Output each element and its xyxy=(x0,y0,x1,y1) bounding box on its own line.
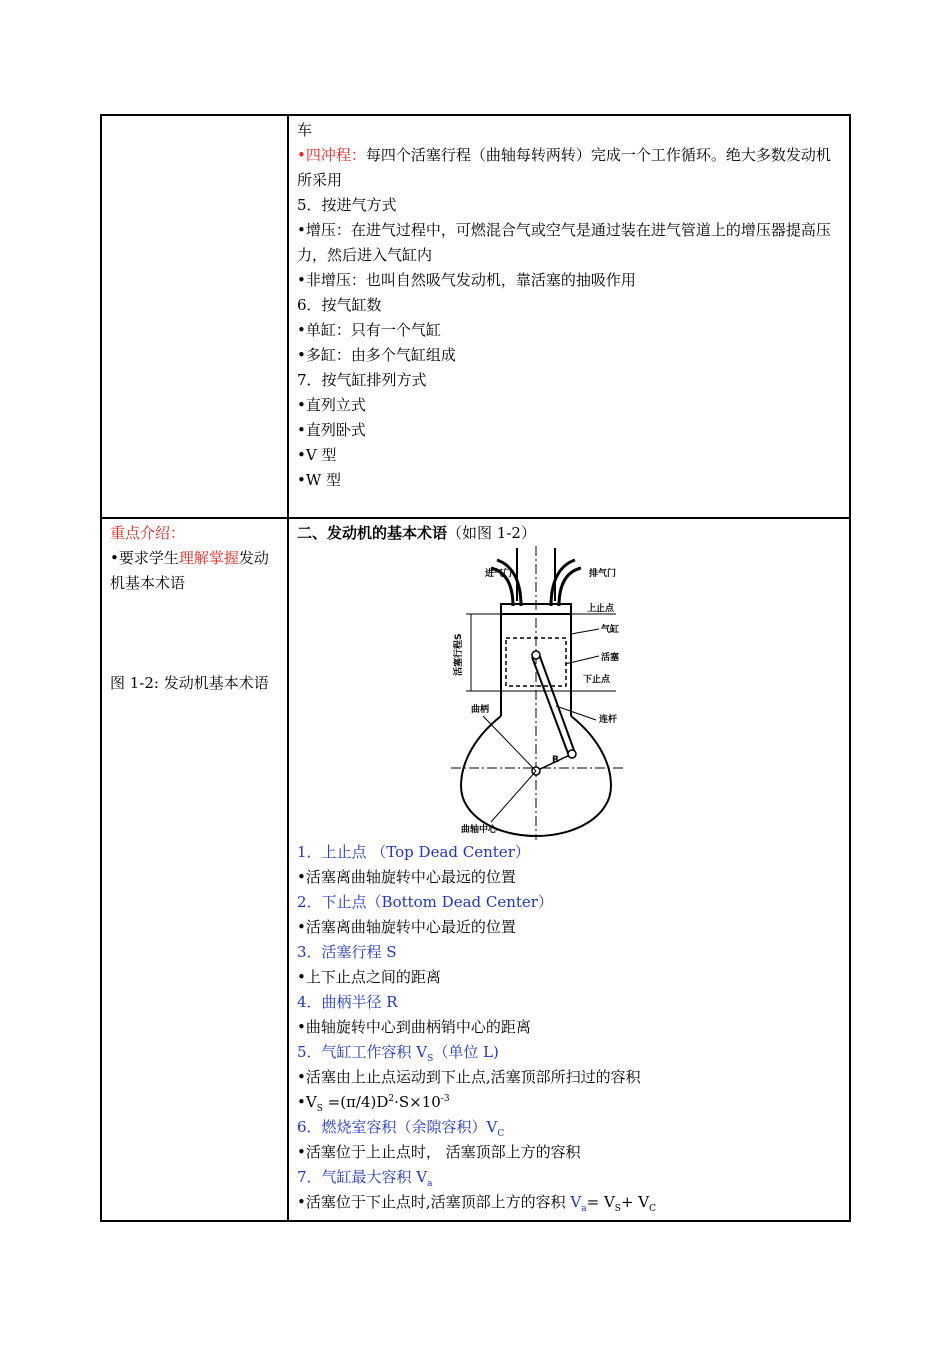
text-line: 6．按气缸数 xyxy=(297,296,382,314)
right-cell-classification xyxy=(288,115,850,518)
term-heading-text: 5．气缸工作容积 V xyxy=(297,1043,428,1061)
term-heading-sub: C xyxy=(497,1129,505,1139)
four-stroke-text: 每四个活塞行程（曲轴每转两转）完成一个工作循环。绝大多数发动机所采用 xyxy=(297,146,831,189)
text-line: •直列卧式 xyxy=(297,421,366,439)
label-piston: 活塞 xyxy=(601,653,620,663)
desc-part: + V xyxy=(620,1193,650,1211)
term-heading xyxy=(297,1165,841,1190)
desc-sub: S xyxy=(614,1204,621,1214)
label-crank: 曲柄 xyxy=(471,705,490,715)
term-desc: •活塞离曲轴旋转中心最远的位置 xyxy=(297,868,516,886)
text-line: 7．按气缸排列方式 xyxy=(297,371,427,389)
term-heading-sub: a xyxy=(427,1179,433,1189)
label-radius: R xyxy=(552,755,559,765)
requirement-pre: •要求学生 xyxy=(110,549,179,567)
label-stroke: 活塞行程S xyxy=(454,633,464,676)
requirement-post: 发动机基本术语 xyxy=(110,549,269,592)
left-cell-empty xyxy=(101,115,288,518)
term-heading xyxy=(297,1115,841,1140)
right-cell-terms xyxy=(288,518,850,1221)
text-line: •W 型 xyxy=(297,471,342,489)
term-heading-text: 7．气缸最大容积 V xyxy=(297,1168,428,1186)
label-crank-center: 曲轴中心 xyxy=(461,825,498,835)
bullet: • xyxy=(297,146,306,164)
formula-part: ·S×10 xyxy=(394,1093,441,1111)
connecting-rod-icon xyxy=(539,654,575,753)
section-title-ref: （如图 1-2） xyxy=(447,524,536,542)
focus-heading: 重点介绍： xyxy=(110,524,186,542)
term-heading xyxy=(297,1040,841,1065)
exhaust-valve-icon xyxy=(551,548,581,606)
text-line: •非增压：也叫自然吸气发动机，靠活塞的抽吸作用 xyxy=(297,271,636,289)
term-desc: •活塞离曲轴旋转中心最近的位置 xyxy=(297,918,516,936)
formula-sub: S xyxy=(316,1104,323,1114)
text-line: •增压：在进气过程中，可燃混合气或空气是通过装在进气管道上的增压器提高压力，然后进入气缸内 xyxy=(297,221,831,264)
lesson-table xyxy=(100,114,851,1222)
engine-terms-diagram xyxy=(441,546,671,840)
term-desc: •上下止点之间的距离 xyxy=(297,968,441,986)
formula xyxy=(297,1090,841,1115)
label-rod: 连杆 xyxy=(599,715,618,725)
formula-part: •V xyxy=(297,1093,317,1111)
term-heading: 2．下止点（Bottom Dead Center） xyxy=(297,893,553,911)
term-desc: •活塞位于上止点时， 活塞顶部上方的容积 xyxy=(297,1143,581,1161)
text-line: •V 型 xyxy=(297,446,337,464)
requirement-text xyxy=(110,546,279,596)
section-title-text: 二、发动机的基本术语 xyxy=(297,524,448,542)
text-line: •直列立式 xyxy=(297,396,366,414)
requirement-highlight: 理解掌握 xyxy=(178,549,239,567)
term-heading: 3．活塞行程 S xyxy=(297,943,397,961)
label-cylinder: 气缸 xyxy=(601,625,620,635)
text-line: •单缸：只有一个气缸 xyxy=(297,321,441,339)
text-line: 车 xyxy=(297,121,313,139)
term-heading: 4．曲柄半径 R xyxy=(297,993,398,1011)
label-intake-valve: 进气门 xyxy=(485,569,513,579)
desc-sub: C xyxy=(649,1204,657,1214)
figure-caption: 图 1-2: 发动机基本术语 xyxy=(110,674,269,692)
label-bdc: 下止点 xyxy=(583,675,611,685)
term-heading-post: （单位 L) xyxy=(433,1043,499,1061)
four-stroke-item xyxy=(297,143,841,193)
four-stroke-label: 四冲程： xyxy=(305,146,366,164)
term-heading-text: 6．燃烧室容积（余隙容积）V xyxy=(297,1118,498,1136)
desc-part: = V xyxy=(586,1193,615,1211)
table-row xyxy=(101,518,850,1221)
desc-part: •活塞位于下止点时,活塞顶部上方的容积 xyxy=(297,1193,571,1211)
label-tdc: 上止点 xyxy=(587,604,615,614)
term-desc: •活塞由上止点运动到下止点,活塞顶部所扫过的容积 xyxy=(297,1068,641,1086)
text-line: 5．按进气方式 xyxy=(297,196,397,214)
term-heading-sub: S xyxy=(427,1054,434,1064)
desc-va: V xyxy=(570,1193,582,1211)
term-desc xyxy=(297,1190,841,1215)
formula-sup: -3 xyxy=(440,1094,450,1104)
term-heading: 1．上止点 （Top Dead Center） xyxy=(297,843,530,861)
left-cell-notes xyxy=(101,518,288,1221)
desc-va-sub: a xyxy=(581,1204,587,1214)
formula-part: =(π/4)D xyxy=(322,1093,389,1111)
section-title xyxy=(297,521,841,546)
formula-sup: 2 xyxy=(388,1094,395,1104)
label-exhaust-valve: 排气门 xyxy=(589,569,617,579)
term-desc: •曲轴旋转中心到曲柄销中心的距离 xyxy=(297,1018,531,1036)
table-row xyxy=(101,115,850,518)
text-line: •多缸：由多个气缸组成 xyxy=(297,346,456,364)
